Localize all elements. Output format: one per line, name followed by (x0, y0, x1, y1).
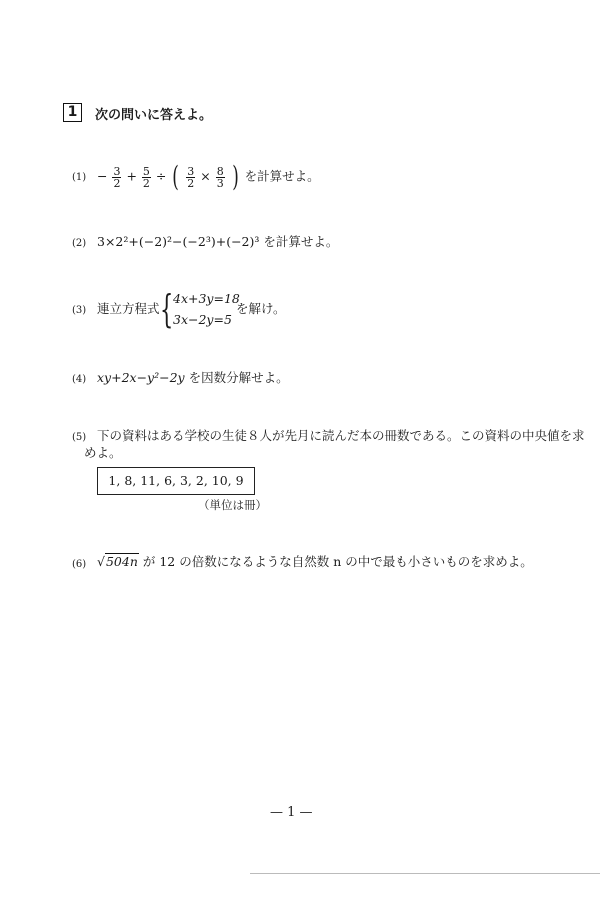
q3-equation-2: 3x−2y=5 (173, 312, 232, 327)
q1-expression (97, 160, 320, 193)
q1-left-paren: ( (172, 160, 180, 193)
q5-line-2: めよ。 (84, 445, 122, 460)
q5-line-1: 下の資料はある学校の生徒８人が先月に読んだ本の冊数である。この資料の中央値を求 (97, 428, 585, 443)
q3-equation-1: 4x+3y=18 (173, 291, 240, 306)
q2-text: 3×2²+(−2)²−(−2³)+(−2)³ を計算せよ。 (97, 234, 339, 249)
q5-unit-note: （単位は冊） (198, 498, 267, 512)
q1-divide: ÷ (155, 168, 167, 184)
q6-radicand: 504n (105, 554, 138, 569)
q3-brace: { (160, 287, 174, 331)
q3-prefix: 連立方程式 (97, 301, 160, 316)
q1-fraction-1: $\frac{3}{2}$ (113, 164, 121, 190)
q1-number: (1) (72, 172, 87, 183)
q1-plus: + (126, 168, 137, 184)
q5-data-box: 1, 8, 11, 6, 3, 2, 10, 9 (97, 467, 255, 495)
q4-suffix: を因数分解せよ。 (188, 370, 289, 385)
q1-suffix: を計算せよ。 (244, 168, 320, 184)
q4-line (97, 371, 289, 385)
section-heading: 次の問いに答えよ。 (95, 108, 213, 123)
q4-expression: xy+2x−y²−2y (97, 370, 185, 385)
q1-times: × (200, 168, 211, 184)
section-number-box: 1 (63, 103, 82, 122)
q1-fraction-2: $\frac{5}{2}$ (142, 164, 150, 190)
q3-suffix: を解け。 (236, 301, 286, 316)
q1-fraction-3: $\frac{3}{2}$ (187, 164, 195, 190)
q4-number: (4) (72, 374, 87, 385)
bottom-divider (250, 873, 600, 874)
q6-suffix: が 12 の倍数になるような自然数 n の中で最も小さいものを求めよ。 (142, 554, 533, 569)
q1-fraction-4: $\frac{8}{3}$ (216, 164, 224, 190)
q1-right-paren: ) (231, 160, 239, 193)
q3-number: (3) (72, 305, 87, 316)
sqrt-icon: √ (97, 554, 105, 569)
page-number: — 1 — (270, 805, 313, 820)
q6-number: (6) (72, 559, 87, 570)
q6-line (97, 555, 533, 569)
q2-number: (2) (72, 238, 87, 249)
q5-number: (5) (72, 432, 87, 443)
q1-minus: − (97, 168, 108, 184)
